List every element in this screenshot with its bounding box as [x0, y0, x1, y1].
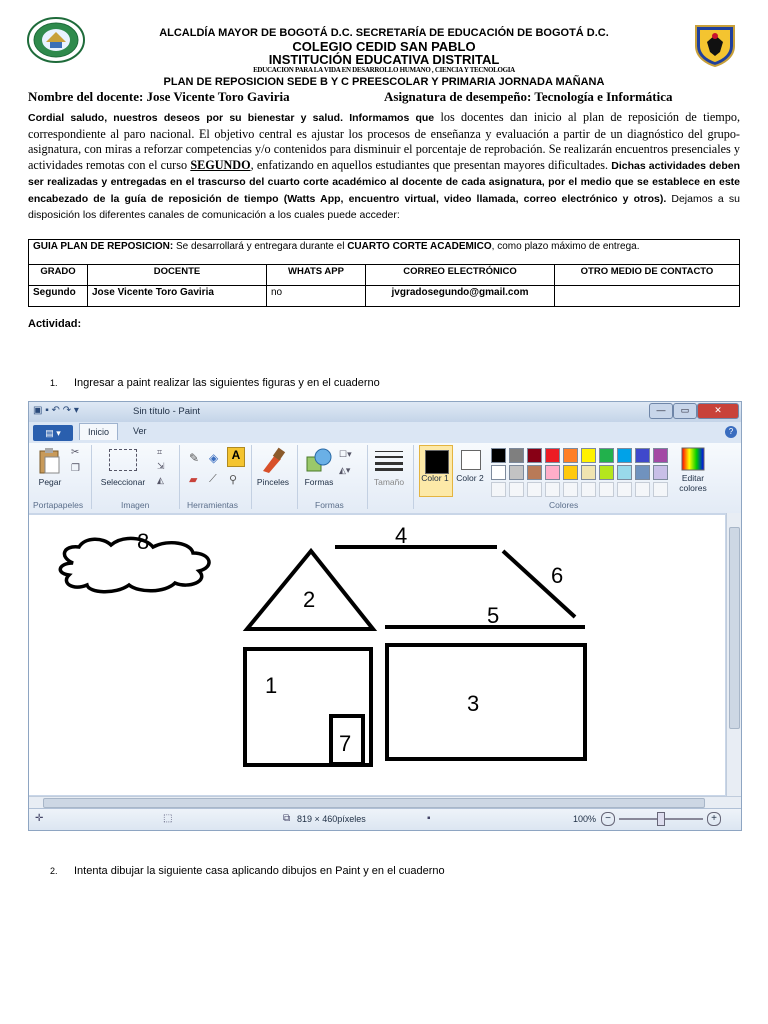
status-bar [29, 808, 741, 831]
select-icon[interactable] [109, 449, 137, 471]
separator [91, 445, 92, 509]
palette-color[interactable] [653, 465, 668, 480]
palette-color[interactable] [491, 448, 506, 463]
label-7: 7 [339, 731, 352, 756]
palette-empty-slot[interactable] [635, 482, 650, 497]
size-icon[interactable] [375, 449, 403, 471]
palette-empty-slot[interactable] [599, 482, 614, 497]
palette-color[interactable] [581, 448, 596, 463]
palette-color[interactable] [545, 465, 560, 480]
outline-icon[interactable]: ☐▾ [339, 449, 352, 459]
instruction-1-text: Ingresar a paint realizar las siguientes figuras y en el cuaderno [74, 377, 380, 389]
separator [297, 445, 298, 509]
cell-grade: Segundo [29, 286, 88, 307]
palette-color[interactable] [491, 465, 506, 480]
shapes-label[interactable]: Formas [304, 477, 334, 487]
intro-body-2: , enfatizando en aquellos estudiantes que presentan mayores dificultades. [250, 157, 612, 172]
palette-color[interactable] [617, 448, 632, 463]
institution-type: INSTITUCIÓN EDUCATIVA DISTRITAL [268, 52, 500, 67]
palette-color[interactable] [617, 465, 632, 480]
color2-label[interactable]: Color 2 [456, 473, 484, 483]
header-other: OTRO MEDIO DE CONTACTO [555, 265, 740, 286]
vertical-scroll-thumb[interactable] [729, 527, 740, 729]
ribbon-tabs [29, 422, 741, 443]
palette-empty-slot[interactable] [581, 482, 596, 497]
horizontal-scroll-thumb[interactable] [43, 798, 705, 808]
file-menu-button[interactable]: ▤ ▾ [33, 425, 73, 441]
paint-window [28, 401, 742, 831]
header-teacher: DOCENTE [88, 265, 267, 286]
palette-empty-slot[interactable] [545, 482, 560, 497]
instruction-2-text: Intenta dibujar la siguiente casa aplicando dibujos en Paint y en el cuaderno [74, 865, 445, 877]
color1-swatch [425, 450, 449, 474]
zoom-out-button[interactable]: − [601, 812, 615, 826]
close-button[interactable]: ✕ [697, 403, 739, 419]
paint-titlebar [29, 402, 741, 422]
cell-email: jvgradosegundo@gmail.com [366, 286, 555, 307]
teacher-name: Nombre del docente: Jose Vicente Toro Gaviria [28, 89, 290, 104]
zoom-level: 100% [573, 814, 597, 824]
palette-color[interactable] [599, 448, 614, 463]
intro-greeting: Cordial saludo, nuestros deseos por su bienestar y salud. Informamos que [28, 112, 435, 124]
label-5: 5 [487, 603, 500, 628]
help-icon[interactable]: ? [725, 426, 737, 438]
label-4: 4 [395, 523, 408, 548]
palette-empty-slot[interactable] [563, 482, 578, 497]
palette-color[interactable] [527, 448, 542, 463]
fill-icon[interactable]: ◈ [209, 451, 219, 465]
fill-shape-icon[interactable]: ◭▾ [339, 465, 351, 475]
quick-access-icons: ▣ ▪ ↶ ↷ ▾ [33, 405, 79, 416]
brushes-icon[interactable] [259, 447, 287, 475]
header-line-1: ALCALDÍA MAYOR DE BOGOTÁ D.C. SECRETARÍA DE EDUCACIÓN DE BOGOTÁ D.C. [159, 27, 609, 39]
label-2: 2 [303, 587, 316, 612]
header-email: CORREO ELECTRÓNICO [366, 265, 555, 286]
vertical-scrollbar[interactable] [726, 513, 741, 798]
palette-empty-slot[interactable] [653, 482, 668, 497]
minimize-button[interactable]: — [649, 403, 673, 419]
guide-cell [29, 240, 740, 265]
rectangle-3 [387, 645, 585, 759]
motto: EDUCACION PARA LA VIDA EN DESARROLLO HUMANO , CIENCIA Y TECNOLOGIA [253, 66, 515, 74]
edit-colors-icon[interactable] [681, 447, 705, 471]
separator [179, 445, 180, 509]
palette-color[interactable] [563, 465, 578, 480]
palette-empty-slot[interactable] [491, 482, 506, 497]
instruction-2-number: 2. [50, 866, 58, 876]
label-1: 1 [265, 673, 278, 698]
tab-view[interactable]: Ver [133, 426, 147, 436]
maximize-button[interactable]: ▭ [673, 403, 697, 419]
guide-label: GUIA PLAN DE REPOSICION: [33, 241, 174, 252]
palette-color[interactable] [509, 448, 524, 463]
pencil-icon[interactable]: ✎ [189, 451, 200, 465]
rotate-icon[interactable]: ◭ [157, 475, 164, 485]
color1-selector[interactable] [419, 445, 453, 497]
crop-icon[interactable]: ⌗ [157, 447, 163, 457]
group-image: Imagen [121, 500, 150, 510]
cloud-shape [60, 538, 209, 591]
subject-name: Asignatura de desempeño: Tecnología e Informática [384, 89, 673, 104]
brushes-label[interactable]: Pinceles [256, 477, 290, 487]
disk-icon: ▪ [427, 813, 431, 824]
school-name: COLEGIO CEDID SAN PABLO [292, 39, 476, 54]
copy-icon[interactable]: ❐ [71, 463, 80, 474]
group-tools: Herramientas [187, 500, 239, 510]
line-6 [503, 551, 575, 617]
rectangle-1 [245, 649, 371, 765]
label-8: 8 [137, 529, 150, 554]
separator [251, 445, 252, 509]
intro-paragraph [28, 110, 740, 224]
paste-icon[interactable] [37, 447, 63, 475]
zoom-in-button[interactable]: + [707, 812, 721, 826]
course-name: SEGUNDO [190, 157, 251, 172]
palette-color[interactable] [509, 465, 524, 480]
instruction-2 [50, 865, 445, 877]
header-whatsapp: WHATS APP [267, 265, 366, 286]
size-label[interactable]: Tamaño [373, 477, 405, 487]
guide-text-1: Se desarrollará y entregara durante el [173, 241, 348, 252]
drawing-canvas[interactable] [29, 515, 725, 795]
image-size: 819 × 460píxeles [297, 814, 366, 824]
resize-icon[interactable]: ⇲ [157, 461, 165, 471]
group-clipboard: Portapapeles [33, 500, 84, 510]
palette-empty-slot[interactable] [617, 482, 632, 497]
shapes-icon[interactable] [305, 447, 333, 475]
contact-table [28, 239, 740, 307]
magnifier-icon[interactable]: ⚲ [229, 474, 238, 486]
palette-color[interactable] [527, 465, 542, 480]
intro-channels: Dejamos a su disposición los diferentes canales de comunicación a los cuales puede acceder: [28, 192, 740, 221]
zoom-slider-thumb[interactable] [657, 812, 665, 826]
palette-empty-slot[interactable] [509, 482, 524, 497]
palette-color[interactable] [563, 448, 578, 463]
group-colors: Colores [549, 500, 579, 510]
edit-colors-label[interactable]: Editar colores [679, 473, 707, 493]
palette-color[interactable] [581, 465, 596, 480]
tab-home[interactable]: Inicio [79, 423, 118, 440]
plan-title: PLAN DE REPOSICION SEDE B Y C PREESCOLAR Y PRIMARIA JORNADA MAÑANA [163, 76, 605, 88]
palette-color[interactable] [653, 448, 668, 463]
selection-size-icon: ⬚ [163, 813, 173, 824]
palette-color[interactable] [545, 448, 560, 463]
color1-label[interactable]: Color 1 [421, 473, 449, 483]
image-size-icon: ⧉ [283, 813, 291, 824]
intro-body: los docentes dan inicio al plan de reposición de tiempo, correspondiente al paro nacional. El objetivo central es ajustar los procesos de enseñanza y evaluación a partir de un diagnóstico del grupo-asignatura, con miras a reforzar competencias y/o contenidos para disminuir el porcentaje de reprobación. Se realizarán encuentros presenciales y actividades remotas con el curso [28, 110, 740, 172]
color2-swatch[interactable] [461, 450, 481, 470]
intro-instructions: Dichas actividades deben ser realizadas y entregadas en el trascurso del cuarto corte académico al docente de cada asignatura, por el medio que se establece en este encabezado de la guía de reposición de tiempo (Watts App, encuentro virtual, video llamada, correo electrónico y otros). [28, 159, 740, 205]
paint-title: Sin título - Paint [133, 406, 201, 417]
cell-other [555, 286, 740, 307]
label-6: 6 [551, 563, 564, 588]
cell-whatsapp: no [267, 286, 366, 307]
cursor-position-icon: ✛ [35, 813, 44, 824]
guide-text-2: , como plazo máximo de entrega. [491, 241, 640, 252]
separator [413, 445, 414, 509]
ribbon [29, 443, 741, 514]
instruction-1-number: 1. [50, 378, 58, 388]
instruction-1 [50, 377, 380, 389]
palette-color[interactable] [599, 465, 614, 480]
eraser-icon[interactable]: ▰ [189, 474, 198, 486]
group-shapes: Formas [315, 500, 344, 510]
paste-label[interactable]: Pegar [38, 477, 62, 487]
palette-empty-slot[interactable] [527, 482, 542, 497]
text-tool-icon[interactable]: A [227, 447, 245, 467]
guide-bold: CUARTO CORTE ACADEMICO [347, 241, 492, 252]
label-3: 3 [467, 691, 480, 716]
cell-teacher: Jose Vicente Toro Gaviria [88, 286, 267, 307]
header-grade: GRADO [29, 265, 88, 286]
cut-icon[interactable]: ✂ [71, 447, 80, 458]
select-label[interactable]: Seleccionar [100, 477, 146, 487]
color-picker-icon[interactable]: ⟋ [209, 473, 217, 485]
palette-color[interactable] [635, 465, 650, 480]
activity-label: Actividad: [28, 318, 82, 330]
palette-color[interactable] [635, 448, 650, 463]
